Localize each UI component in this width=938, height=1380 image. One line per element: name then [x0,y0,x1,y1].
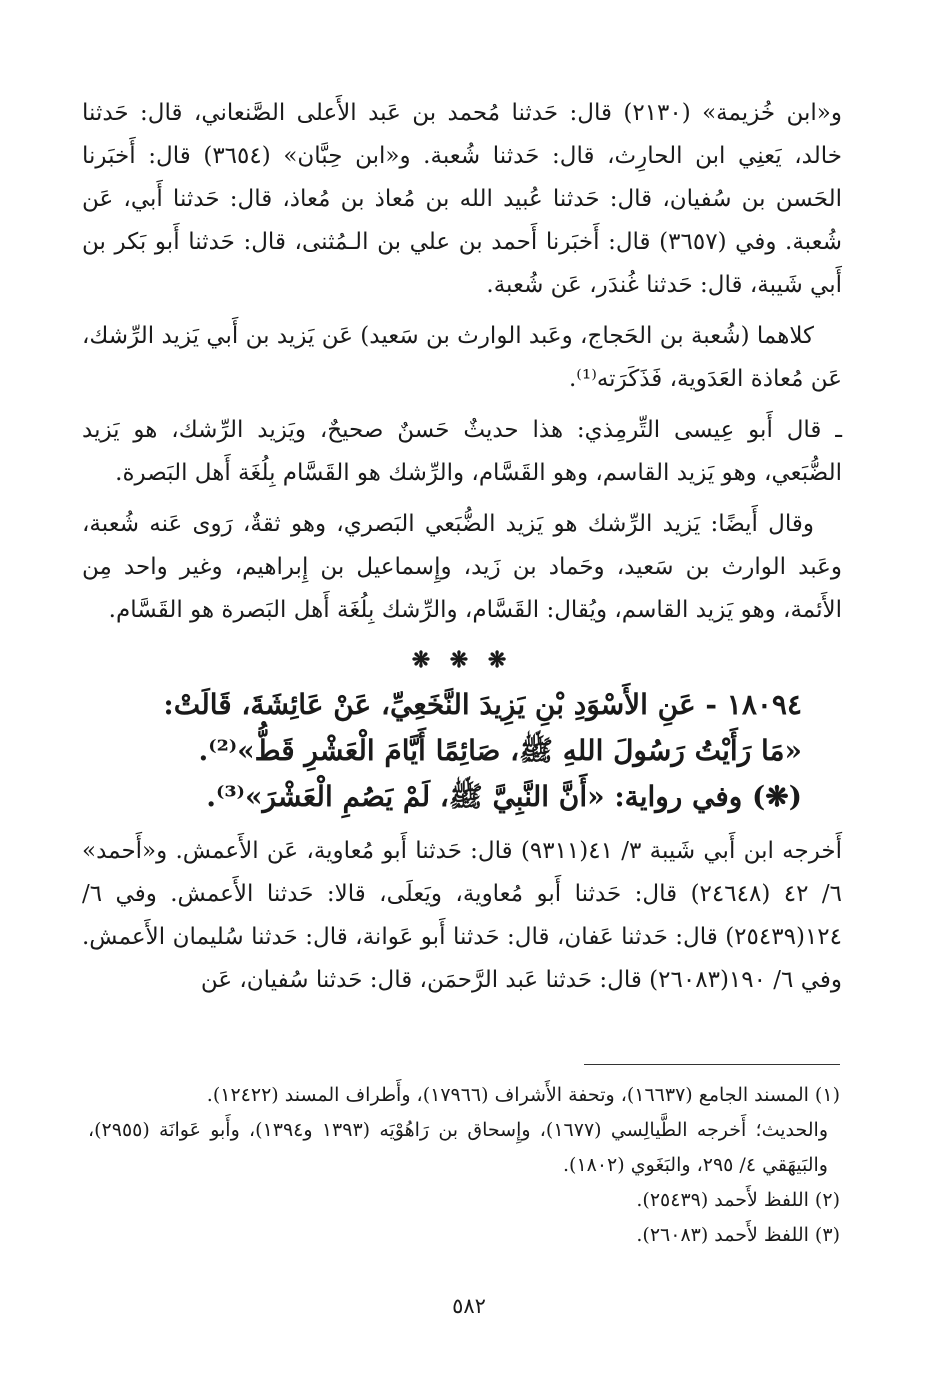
hadith-block [82,682,842,820]
footnote-1-continuation: والحديث؛ أَخرجه الطَّيالِسي (١٦٧٧)، وإِسحاق بن رَاهُوْيَه (١٣٩٣ و١٣٩٤)، وأَبو عَوانَة (٢٩٥٥)، والبَيهَقي ٤/ ٢٩٥، والبَغَوي (١٨٠٢). [88,1119,828,1176]
footnote-divider [584,1064,840,1065]
section-separator: ❋ ❋ ❋ [411,647,513,673]
paragraph-tirmidhi-comment: ـ قال أَبو عِيسى التِّرمِذي: هذا حديثٌ حَسنٌ صحيحٌ، ويَزيد الرِّشك، هو يَزيد الضُّبَعي، وهو يَزيد القاسم، وهو القَسَّام، والرِّشك هو القَسَّام بِلُغَة أَهل البَصرة. [82,417,842,486]
hadith-title: ١٨٠٩٤ - عَنِ الأَسْوَدِ بْنِ يَزِيدَ النَّخَعِيِّ، عَنْ عَائِشَةَ، قَالَتْ: [163,688,802,721]
paragraph-both-narrators: كلاهما (شُعبة بن الحَجاج، وعَبد الوارث بن سَعيد) عَن يَزيد بن أَبي يَزيد الرِّشك، عَن مُعاذة العَدَوية، فَذَكَرَته⁽¹⁾. [82,323,842,392]
main-text [82,92,842,1010]
paragraph-takhrij: أَخرجه ابن أَبي شَيبة ٣/ ٤١(٩٣١١) قال: حَدثنا أَبو مُعاوية، عَن الأَعمش. و«أَحمد» ٦/ ٤٢ (٢٤٦٤٨) قال: حَدثنا أَبو مُعاوية، ويَعلَى، قالا: حَدثنا الأَعمش. وفي ٦/ ١٢٤(٢٥٤٣٩) قال: حَدثنا عَفان، قال: حَدثنا أَبو عَوانة، قال: حَدثنا سُليمان الأَعمش. وفي ٦/ ١٩٠(٢٦٠٨٣) قال: حَدثنا عَبد الرَّحمَن، قال: حَدثنا سُفيان، عَن [82,838,843,993]
footnote-2: (٢) اللفظ لأَحمد (٢٥٤٣٩). [636,1189,840,1211]
footnotes [88,1078,840,1253]
footnote-3: (٣) اللفظ لأَحمد (٢٦٠٨٣). [636,1224,840,1246]
hadith-variant: (❋) وفي رواية: «أَنَّ النَّبِيَّ ﷺ، لَمْ يَصُمِ الْعَشْرَ»⁽³⁾. [206,780,802,813]
paragraph-tirmidhi-further: وقال أَيضًا: يَزيد الرِّشك هو يَزيد الضُّبَعي البَصري، وهو ثقةٌ، رَوى عَنه شُعبة، وعَبد الوارث بن سَعيد، وحَماد بن زَيد، وإِسماعيل بن إِبراهيم، وغير واحد مِن الأَئمة، وهو يَزيد القاسم، ويُقال: القَسَّام، والرِّشك بِلُغَة أَهل البَصرة هو القَسَّام. [82,511,842,623]
paragraph-chain-ibn-khuzayma: و«ابن خُزيمة» (٢١٣٠) قال: حَدثنا مُحمد بن عَبد الأَعلى الصَّنعاني، قال: حَدثنا خالد، يَعنِي ابن الحارِث، قال: حَدثنا شُعبة. و«ابن حِبَّان» (٣٦٥٤) قال: أَخبَرنا الحَسن بن سُفيان، قال: حَدثنا عُبيد الله بن مُعاذ بن مُعاذ، قال: حَدثنا أَبي، عَن شُعبة. وفي (٣٦٥٧) قال: أَخبَرنا أَحمد بن علي بن الـمُثنى، قال: حَدثنا أَبو بَكر بن أَبي شَيبة، قال: حَدثنا غُندَر، عَن شُعبة. [82,100,842,298]
page-number: ٥٨٢ [452,1294,486,1318]
footnote-1: (١) المسند الجامع (١٦٦٣٧)، وتحفة الأَشراف (١٧٩٦٦)، وأَطراف المسند (١٢٤٢٢). [206,1084,840,1106]
hadith-text: «مَا رَأَيْتُ رَسُولَ اللهِ ﷺ، صَائِمًا أَيَّامَ الْعَشْرِ قَطُّ»⁽²⁾. [198,734,802,767]
